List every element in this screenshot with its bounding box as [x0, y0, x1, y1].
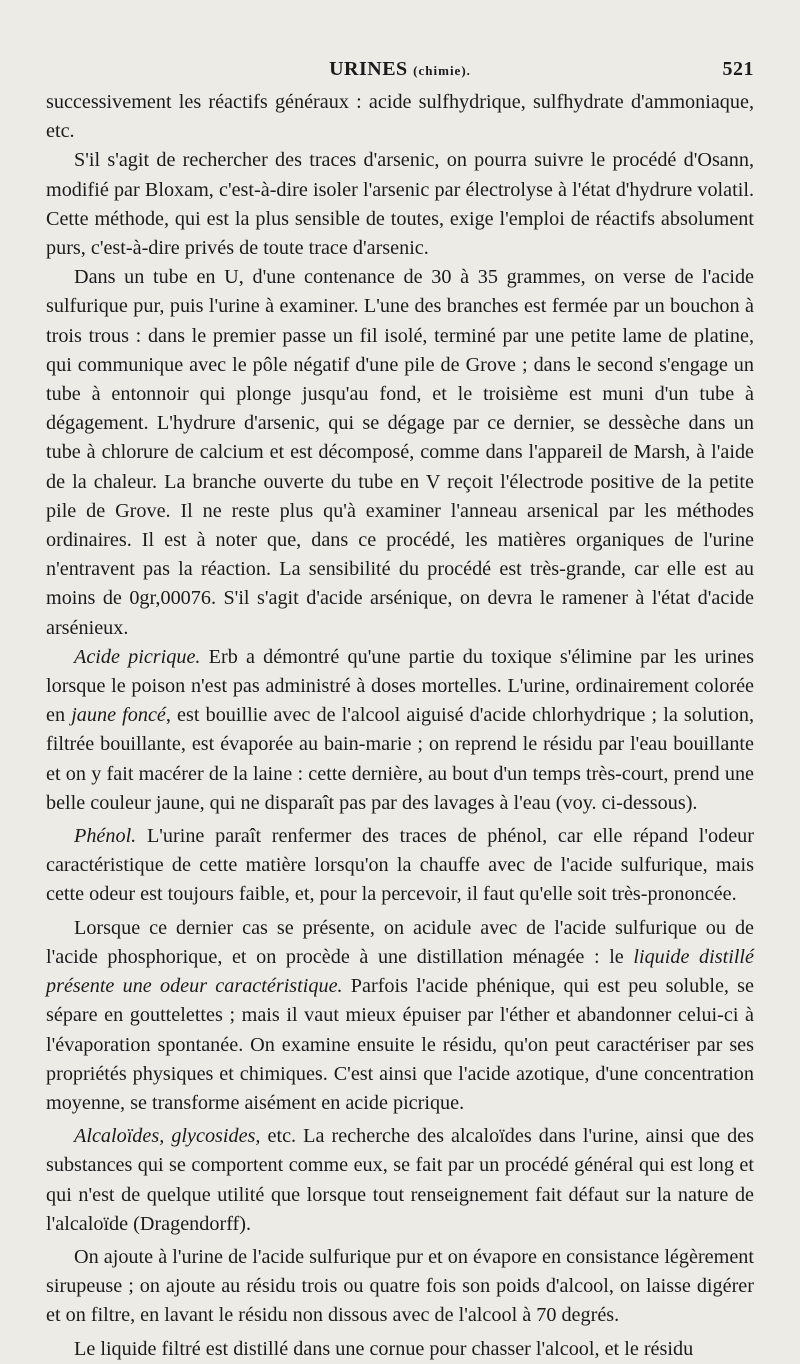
running-title-main: URINES	[329, 58, 408, 80]
page-number: 521	[722, 58, 754, 80]
paragraph-lead: Alcaloïdes, glycosides,	[74, 1125, 261, 1148]
paragraph-text: etc. La recherche des alcaloïdes dans l'urine, ainsi que des substances qui se comportent comme eux, se fait par un procédé général qui est long et qui n'est de quelque utilité que lorsque tout renseignement fait défaut sur la nature de l'alcaloïde (Dragendorff).	[46, 1125, 754, 1235]
paragraph	[46, 1335, 754, 1364]
page-header	[46, 54, 754, 88]
paragraph	[46, 643, 754, 818]
paragraph-text: S'il s'agit de rechercher des traces d'arsenic, on pourra suivre le procédé d'Osann, modifié par Bloxam, c'est-à-dire isoler l'arsenic par électrolyse à l'état d'hydrure volatil. Cette méthode, qui est la plus sensible de toutes, exige l'emploi de réactifs absolument purs, c'est-à-dire privés de toute trace d'arsenic.	[46, 149, 754, 260]
paragraph-emphasis: jaune foncé	[71, 704, 166, 727]
running-title	[46, 58, 754, 81]
paragraph-text: On ajoute à l'urine de l'acide sulfurique pur et on évapore en consistance légèrement sirupeuse ; on ajoute au résidu trois ou quatre fois son poids d'alcool, on laisse digérer et on filtre, en lavant le résidu non dissous avec de l'alcool à 70 degrés.	[46, 1245, 754, 1327]
paragraph-text: Dans un tube en U, d'une contenance de 30 à 35 grammes, on verse de l'acide sulfurique pur, puis l'urine à examiner. L'une des branches est fermée par un bouchon à trois trous : dans le premier passe un fil isolé, terminé par une petite lame de platine, qui communique avec le pôle négatif d'une pile de Grove ; dans le second s'engage un tube à entonnoir qui plonge jusqu'au fond, et le troisième est muni d'un tube à dégagement. L'hydrure d'arsenic, qui se dégage par ce dernier, se dessèche dans un tube à chlorure de calcium et est décomposé, comme dans l'appareil de Marsh, à l'aide de la chaleur. La branche ouverte du tube en V reçoit l'électrode positive de la petite pile de Grove. Il ne reste plus qu'à examiner l'anneau arsenical par les méthodes ordinaires. Il est à noter que, dans ce procédé, les matières organiques de l'urine n'entravent pas la réaction. La sensibilité du procédé est très-grande, car elle est au moins de 0gr,00076. S'il s'agit d'acide arsénique, on devra le ramener à l'état d'acide arsénieux.	[46, 266, 754, 639]
paragraph	[46, 88, 754, 146]
paragraph-text: L'urine paraît renfermer des traces de phénol, car elle répand l'odeur caractéristique de cette matière lorsqu'on la chauffe avec de l'acide sulfurique, mais cette odeur est toujours faible, et, pour la percevoir, il faut qu'elle soit très-prononcée.	[46, 825, 754, 906]
paragraph	[46, 1243, 754, 1331]
paragraph	[46, 1122, 754, 1239]
paragraph	[46, 146, 754, 263]
paragraph-text: Lorsque ce dernier cas se présente, on acidule avec de l'acide sulfurique ou de l'acide phosphorique, et on procède à une distillation ménagée : le	[46, 916, 754, 968]
paragraph-text: Le liquide filtré est distillé dans une cornue pour chasser l'alcool, et le résidu	[74, 1337, 694, 1360]
running-title-sub: (chimie).	[413, 63, 471, 78]
paragraph-emphasis: liquide distillé présente une odeur caractéristique.	[46, 945, 754, 998]
paragraph	[46, 914, 754, 1118]
paragraph	[46, 263, 754, 643]
paragraph-tail: Parfois l'acide phénique, qui est peu soluble, se sépare en gouttelettes ; mais il vaut mieux épuiser par l'éther et abandonner celui-ci à l'évaporation spontanée. On examine ensuite le résidu, qu'on peut caractériser par ses propriétés physiques et chimiques. C'est ainsi que l'acide azotique, d'une concentration moyenne, se transforme aisément en acide picrique.	[46, 975, 754, 1114]
paragraph-text: successivement les réactifs généraux : acide sulfhydrique, sulfhydrate d'ammoniaque, etc.	[46, 91, 754, 143]
paragraph	[46, 822, 754, 910]
page-body	[46, 88, 754, 1364]
paragraph-tail: , est bouillie avec de l'alcool aiguisé d'acide chlorhydrique ; la solution, filtrée bouillante, est évaporée au bain-marie ; on reprend le résidu par l'eau bouillante et on y fait macérer de la laine : cette dernière, au bout d'un temps très-court, prend une belle couleur jaune, qui ne disparaît pas par des lavages à l'eau (voy. ci-dessous).	[46, 704, 755, 814]
paragraph-lead: Phénol.	[74, 825, 137, 848]
paragraph-text: Erb a démontré qu'une partie du toxique s'élimine par les urines lorsque le poison n'est pas administré à doses mortelles. L'urine, ordinairement colorée en	[46, 645, 754, 727]
paragraph-lead: Acide picrique.	[74, 645, 201, 668]
